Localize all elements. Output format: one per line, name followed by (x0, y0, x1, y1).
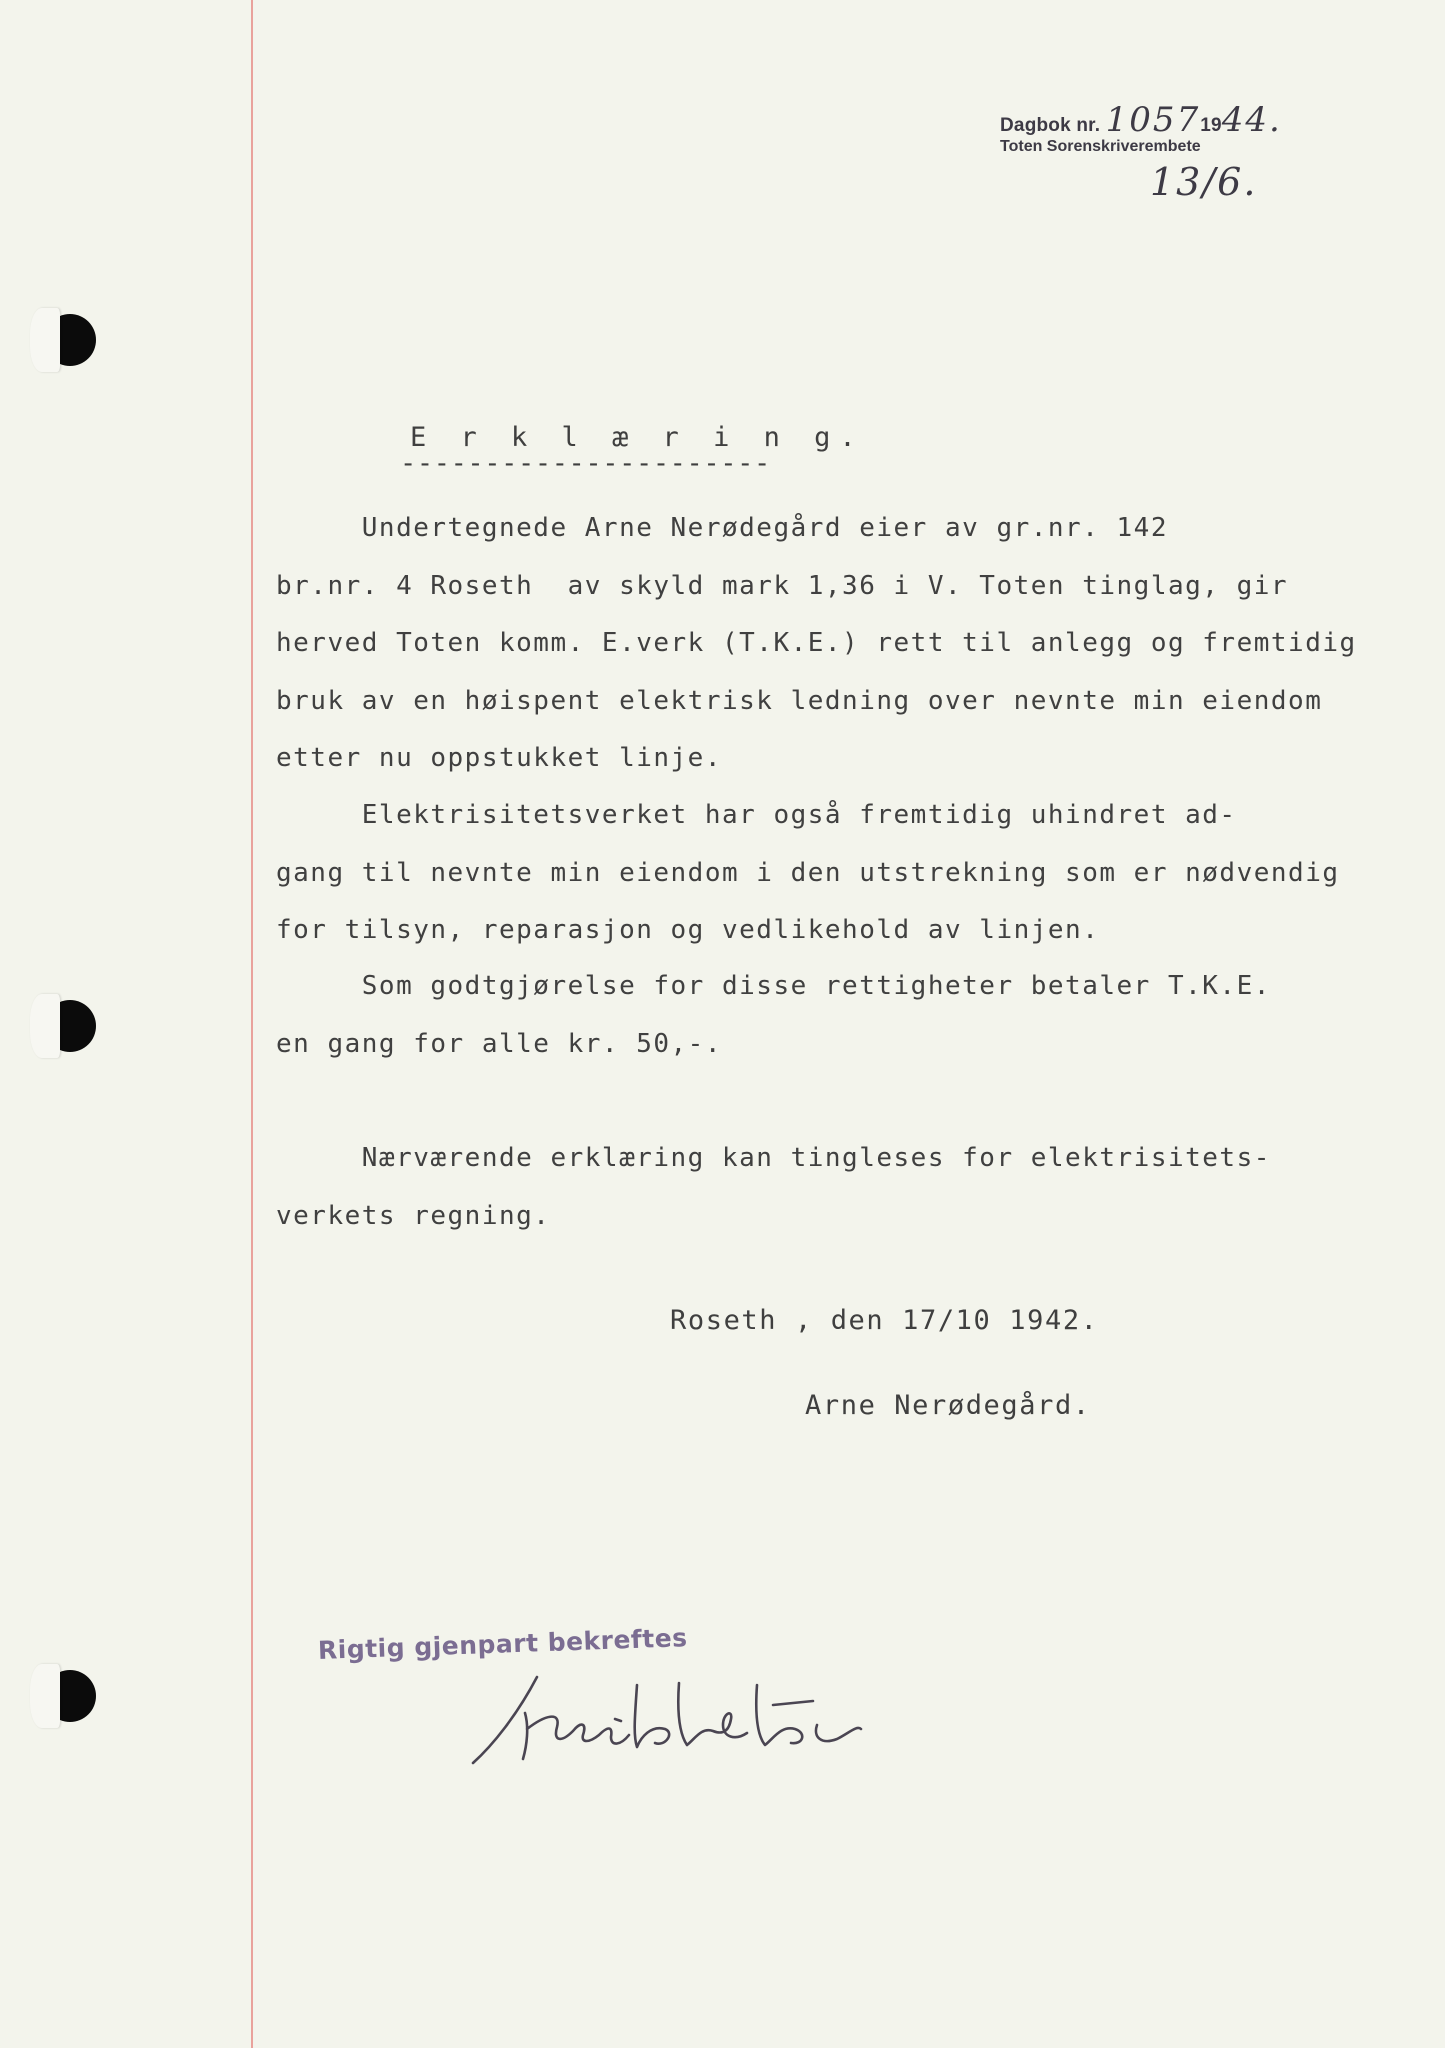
journal-stamp (1000, 100, 1282, 156)
dagbok-label: Dagbok nr. (1000, 115, 1101, 136)
paragraph-compensation: Som godtgjørelse for disse rettigheter betaler T.K.E. en gang for alle kr. 50,-. (276, 971, 1271, 1059)
signer-name: Arne Nerødegård. (805, 1390, 1091, 1421)
place-and-date: Roseth , den 17/10 1942. (670, 1305, 1099, 1336)
certification-stamp: Rigtig gjenpart bekreftes (317, 1623, 689, 1665)
handwritten-signature (465, 1655, 865, 1785)
handwritten-date: 13/6. (1150, 160, 1258, 204)
journal-stamp-number-line (1000, 100, 1282, 140)
punch-hole-bottom (44, 1670, 96, 1722)
dagbok-number: 1057 (1105, 100, 1201, 140)
dagbok-year-prefix: 19 (1200, 115, 1222, 136)
punch-hole-top (44, 314, 96, 366)
paragraph-grant: Undertegnede Arne Nerødegård eier av gr.nr. 142 br.nr. 4 Roseth av skyld mark 1,36 i V. Toten tinglag, gir herved Toten komm. E.verk (T.K.E.) rett til anlegg og fremtidig bruk av en høispent elektrisk ledning over nevnte min eiendom etter nu oppstukket linje. (276, 513, 1357, 773)
paragraph-registration: Nærværende erklæring kan tingleses for elektrisitets- verkets regning. (276, 1143, 1271, 1231)
paragraph-access: Elektrisitetsverket har også fremtidig uhindret ad- gang til nevnte min eiendom i den utstrekning som er nødvendig for tilsyn, reparasjon og vedlikehold av linjen. (276, 800, 1340, 945)
punch-hole-middle (44, 1000, 96, 1052)
document-title: E r k l æ r i n g. (410, 422, 865, 453)
title-underline: ---------------------- (400, 448, 771, 479)
office-name: Toten Sorenskriverembete (1000, 138, 1201, 155)
dagbok-year-suffix: 44. (1221, 100, 1282, 140)
margin-rule (251, 0, 253, 2048)
